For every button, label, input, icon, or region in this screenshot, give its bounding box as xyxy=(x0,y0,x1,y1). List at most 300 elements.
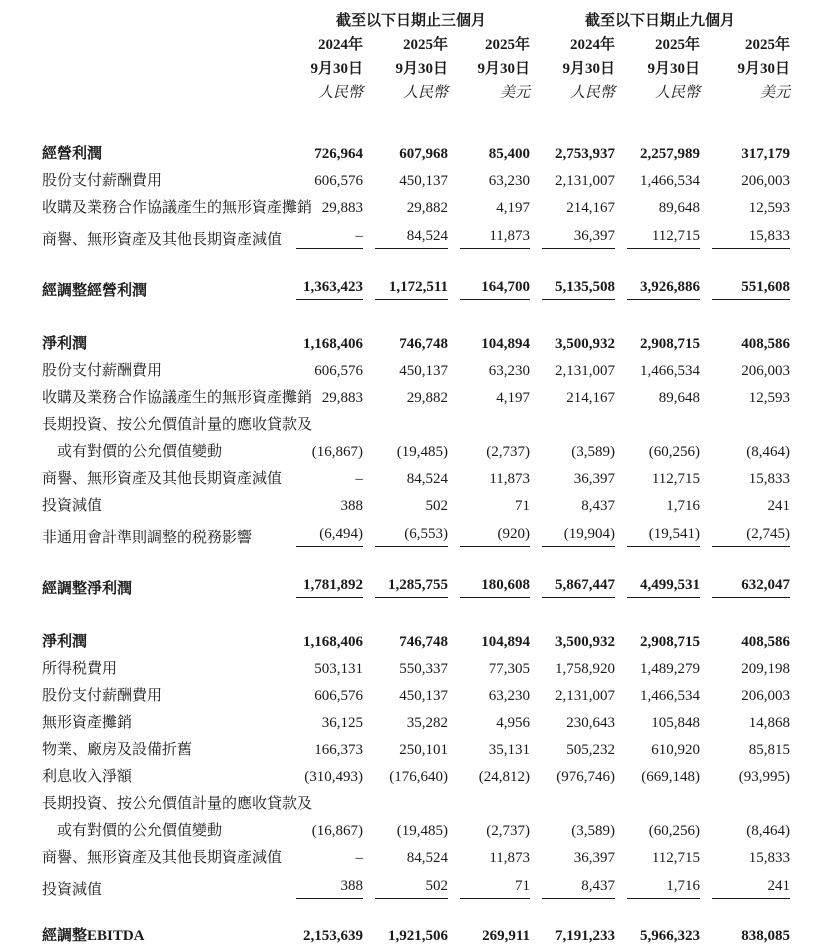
cell-value: 726,964 xyxy=(314,146,363,162)
table-row xyxy=(42,353,790,380)
cell-value: (2,745) xyxy=(712,525,790,547)
currency-header-row xyxy=(42,78,790,102)
value-cell xyxy=(363,705,448,732)
value-cell xyxy=(363,566,448,598)
row-label: 或有對價的公允價值變動 xyxy=(57,823,223,839)
spacer-row xyxy=(42,249,790,268)
value-cell xyxy=(615,651,700,678)
value-cell xyxy=(292,705,363,732)
cell-value: 5,135,508 xyxy=(542,278,615,300)
value-cell xyxy=(615,217,700,249)
value-cell xyxy=(700,190,790,217)
table-row xyxy=(42,840,790,867)
value-cell xyxy=(615,786,700,813)
cell-value: 607,968 xyxy=(399,146,448,162)
value-cell xyxy=(530,217,615,249)
value-cell xyxy=(615,759,700,786)
table-row xyxy=(42,136,790,163)
cell-value: 2,908,715 xyxy=(640,336,701,352)
value-cell xyxy=(700,566,790,598)
table-row xyxy=(42,380,790,407)
cell-value: 746,748 xyxy=(399,336,448,352)
value-cell xyxy=(615,624,700,651)
value-cell xyxy=(530,434,615,461)
cell-value: 1,466,534 xyxy=(640,173,701,189)
cell-value: 35,282 xyxy=(406,715,448,731)
cell-value: 8,437 xyxy=(581,498,616,514)
value-cell xyxy=(448,190,530,217)
cell-value: 209,198 xyxy=(741,661,791,677)
row-label: 所得税費用 xyxy=(42,661,118,677)
value-cell xyxy=(292,813,363,840)
cell-value: (2,737) xyxy=(486,444,531,460)
value-cell xyxy=(615,488,700,515)
value-cell xyxy=(363,326,448,353)
cell-value: 166,373 xyxy=(314,742,363,758)
row-label: 商譽、無形資產及其他長期資產減值 xyxy=(42,232,283,248)
cell-value: 241 xyxy=(712,877,790,899)
value-cell xyxy=(615,705,700,732)
value-cell xyxy=(530,918,615,945)
value-cell xyxy=(292,488,363,515)
spacer-row xyxy=(42,102,790,136)
value-cell xyxy=(700,624,790,651)
table-row xyxy=(42,813,790,840)
value-cell xyxy=(448,867,530,899)
row-label: 股份支付薪酬費用 xyxy=(42,363,163,379)
value-cell xyxy=(363,918,448,945)
cell-value: 606,576 xyxy=(314,363,363,379)
cell-value: 408,586 xyxy=(741,634,791,650)
value-cell xyxy=(292,353,363,380)
cell-value: 15,833 xyxy=(712,227,790,249)
value-cell xyxy=(448,136,530,163)
value-cell xyxy=(615,732,700,759)
column-date: 9月30日 xyxy=(310,61,363,77)
value-cell xyxy=(530,759,615,786)
value-cell xyxy=(700,705,790,732)
value-cell xyxy=(700,353,790,380)
cell-value: 450,137 xyxy=(399,688,448,704)
value-cell xyxy=(448,651,530,678)
cell-value: 15,833 xyxy=(748,471,791,487)
date-header-row xyxy=(42,54,790,78)
table-row xyxy=(42,705,790,732)
cell-value: 89,648 xyxy=(658,390,701,406)
value-cell xyxy=(700,759,790,786)
row-label: 或有對價的公允價值變動 xyxy=(57,444,223,460)
cell-value: 388 xyxy=(340,498,363,514)
cell-value: (976,746) xyxy=(556,769,616,785)
value-cell xyxy=(615,326,700,353)
value-cell xyxy=(700,217,790,249)
cell-value: 2,131,007 xyxy=(555,173,616,189)
value-cell xyxy=(363,407,448,434)
cell-value: 1,466,534 xyxy=(640,688,701,704)
cell-value: 36,397 xyxy=(573,850,616,866)
cell-value: 250,101 xyxy=(399,742,448,758)
cell-value: 269,911 xyxy=(482,928,531,944)
column-year: 2025年 xyxy=(402,37,448,53)
column-currency: 人民幣 xyxy=(402,85,448,101)
value-cell xyxy=(530,566,615,598)
column-date: 9月30日 xyxy=(562,61,616,77)
cell-value: 8,437 xyxy=(542,877,615,899)
value-cell xyxy=(530,813,615,840)
value-cell xyxy=(448,813,530,840)
value-cell xyxy=(363,380,448,407)
value-cell xyxy=(363,840,448,867)
cell-value: – xyxy=(355,850,363,866)
spacer-cell xyxy=(42,300,790,326)
row-label: 經調整經營利潤 xyxy=(42,283,148,299)
cell-value: 4,956 xyxy=(496,715,531,731)
table-row xyxy=(42,268,790,300)
value-cell xyxy=(700,732,790,759)
value-cell xyxy=(363,624,448,651)
cell-value: 610,920 xyxy=(651,742,701,758)
value-cell xyxy=(363,217,448,249)
value-cell xyxy=(530,163,615,190)
cell-value: 241 xyxy=(767,498,791,514)
value-cell xyxy=(530,407,615,434)
value-cell xyxy=(615,136,700,163)
cell-value: 2,131,007 xyxy=(555,688,616,704)
row-label: 收購及業務合作協議產生的無形資產攤銷 xyxy=(42,200,313,216)
cell-value: (19,485) xyxy=(396,444,448,460)
cell-value: (8,464) xyxy=(746,444,791,460)
column-date: 9月30日 xyxy=(395,61,448,77)
value-cell xyxy=(448,678,530,705)
table-header xyxy=(42,6,790,102)
cell-value: 36,125 xyxy=(321,715,363,731)
row-label: 非通用會計準則調整的税務影響 xyxy=(42,530,253,546)
cell-value: – xyxy=(355,471,363,487)
row-label: 投資減值 xyxy=(42,882,103,898)
column-currency: 人民幣 xyxy=(570,85,616,101)
cell-value: 63,230 xyxy=(488,173,531,189)
value-cell xyxy=(530,268,615,300)
cell-value: 2,753,937 xyxy=(555,146,616,162)
cell-value: (6,494) xyxy=(296,525,363,547)
value-cell xyxy=(448,268,530,300)
value-cell xyxy=(448,515,530,547)
value-cell xyxy=(448,705,530,732)
value-cell xyxy=(700,136,790,163)
cell-value: 12,593 xyxy=(748,200,791,216)
cell-value: 85,815 xyxy=(748,742,791,758)
cell-value: 450,137 xyxy=(399,363,448,379)
value-cell xyxy=(615,407,700,434)
column-year: 2024年 xyxy=(570,37,616,53)
table-row xyxy=(42,217,790,249)
value-cell xyxy=(615,678,700,705)
cell-value: 230,643 xyxy=(566,715,616,731)
value-cell xyxy=(292,759,363,786)
period-group-row xyxy=(42,6,790,30)
value-cell xyxy=(530,705,615,732)
value-cell xyxy=(363,813,448,840)
cell-value: 502 xyxy=(375,877,448,899)
value-cell xyxy=(615,566,700,598)
table-row xyxy=(42,918,790,945)
table-row xyxy=(42,678,790,705)
cell-value: 4,197 xyxy=(496,390,531,406)
value-cell xyxy=(615,434,700,461)
cell-value: 632,047 xyxy=(712,576,790,598)
table-row xyxy=(42,488,790,515)
table-row xyxy=(42,515,790,547)
value-cell xyxy=(292,163,363,190)
table-row xyxy=(42,732,790,759)
cell-value: (19,541) xyxy=(627,525,700,547)
cell-value: 5,966,323 xyxy=(640,928,701,944)
column-date: 9月30日 xyxy=(477,61,531,77)
value-cell xyxy=(615,353,700,380)
column-currency: 人民幣 xyxy=(655,85,701,101)
cell-value: 746,748 xyxy=(399,634,448,650)
value-cell xyxy=(448,353,530,380)
value-cell xyxy=(292,566,363,598)
value-cell xyxy=(448,732,530,759)
cell-value: 36,397 xyxy=(542,227,615,249)
value-cell xyxy=(530,380,615,407)
cell-value: 838,085 xyxy=(741,928,791,944)
value-cell xyxy=(700,813,790,840)
value-cell xyxy=(615,515,700,547)
cell-value: 11,873 xyxy=(489,471,531,487)
value-cell xyxy=(363,136,448,163)
value-cell xyxy=(363,651,448,678)
table-row xyxy=(42,566,790,598)
value-cell xyxy=(363,353,448,380)
value-cell xyxy=(530,353,615,380)
cell-value: 2,257,989 xyxy=(640,146,701,162)
value-cell xyxy=(292,678,363,705)
column-date: 9月30日 xyxy=(737,61,791,77)
value-cell xyxy=(615,163,700,190)
value-cell xyxy=(363,488,448,515)
value-cell xyxy=(530,136,615,163)
row-label: 經營利潤 xyxy=(42,146,103,162)
cell-value: (60,256) xyxy=(648,444,701,460)
value-cell xyxy=(700,678,790,705)
value-cell xyxy=(700,786,790,813)
cell-value: 112,715 xyxy=(627,227,700,249)
cell-value: 1,466,534 xyxy=(640,363,701,379)
value-cell xyxy=(700,163,790,190)
cell-value: 14,868 xyxy=(748,715,791,731)
spacer-row xyxy=(42,300,790,326)
cell-value: 214,167 xyxy=(566,390,616,406)
value-cell xyxy=(363,732,448,759)
table-row xyxy=(42,407,790,434)
spacer-cell xyxy=(42,249,790,268)
value-cell xyxy=(448,461,530,488)
cell-value: 388 xyxy=(296,877,363,899)
cell-value: 89,648 xyxy=(658,200,701,216)
row-label: 經調整淨利潤 xyxy=(42,581,133,597)
spacer-cell xyxy=(42,102,790,136)
cell-value: 3,926,886 xyxy=(627,278,700,300)
value-cell xyxy=(448,434,530,461)
value-cell xyxy=(700,407,790,434)
cell-value: 5,867,447 xyxy=(542,576,615,598)
value-cell xyxy=(530,678,615,705)
value-cell xyxy=(530,732,615,759)
value-cell xyxy=(448,624,530,651)
cell-value: (60,256) xyxy=(648,823,701,839)
column-year: 2025年 xyxy=(655,37,701,53)
year-header-row xyxy=(42,30,790,54)
non-gaap-reconciliation-table xyxy=(42,6,790,945)
cell-value: (93,995) xyxy=(738,769,791,785)
table-row xyxy=(42,434,790,461)
value-cell xyxy=(448,840,530,867)
cell-value: – xyxy=(296,227,363,249)
row-label: 物業、廠房及設備折舊 xyxy=(42,742,193,758)
column-currency: 人民幣 xyxy=(317,85,363,101)
header-corner-cell xyxy=(42,30,292,54)
cell-value: 4,499,531 xyxy=(627,576,700,598)
value-cell xyxy=(530,326,615,353)
value-cell xyxy=(530,461,615,488)
cell-value: 214,167 xyxy=(566,200,616,216)
row-label: 長期投資、按公允價值計量的應收貸款及 xyxy=(42,417,313,433)
value-cell xyxy=(448,326,530,353)
cell-value: 1,758,920 xyxy=(555,661,616,677)
row-label: 收購及業務合作協議產生的無形資產攤銷 xyxy=(42,390,313,406)
value-cell xyxy=(292,867,363,899)
value-cell xyxy=(448,918,530,945)
value-cell xyxy=(448,380,530,407)
cell-value: 503,131 xyxy=(314,661,363,677)
value-cell xyxy=(700,840,790,867)
value-cell xyxy=(292,434,363,461)
value-cell xyxy=(615,461,700,488)
table-row xyxy=(42,624,790,651)
column-year: 2024年 xyxy=(317,37,363,53)
cell-value: 2,131,007 xyxy=(555,363,616,379)
cell-value: 4,197 xyxy=(496,200,531,216)
value-cell xyxy=(700,326,790,353)
table-row xyxy=(42,163,790,190)
value-cell xyxy=(363,190,448,217)
value-cell xyxy=(530,515,615,547)
cell-value: 505,232 xyxy=(566,742,616,758)
value-cell xyxy=(292,918,363,945)
cell-value: (19,485) xyxy=(396,823,448,839)
value-cell xyxy=(530,840,615,867)
value-cell xyxy=(292,217,363,249)
cell-value: 206,003 xyxy=(741,363,791,379)
value-cell xyxy=(292,651,363,678)
cell-value: 71 xyxy=(460,877,530,899)
value-cell xyxy=(448,786,530,813)
cell-value: 1,716 xyxy=(627,877,700,899)
value-cell xyxy=(700,380,790,407)
value-cell xyxy=(615,918,700,945)
cell-value: 1,921,506 xyxy=(388,928,448,944)
value-cell xyxy=(448,217,530,249)
cell-value: 36,397 xyxy=(573,471,616,487)
cell-value: (3,589) xyxy=(571,444,616,460)
value-cell xyxy=(700,488,790,515)
cell-value: 1,716 xyxy=(666,498,701,514)
value-cell xyxy=(615,190,700,217)
cell-value: (6,553) xyxy=(375,525,448,547)
cell-value: 63,230 xyxy=(488,363,531,379)
value-cell xyxy=(363,759,448,786)
value-cell xyxy=(448,759,530,786)
row-label: 商譽、無形資產及其他長期資產減值 xyxy=(42,471,283,487)
value-cell xyxy=(530,867,615,899)
row-label: 長期投資、按公允價值計量的應收貸款及 xyxy=(42,796,313,812)
row-label: 經調整EBITDA xyxy=(42,928,145,944)
header-corner-cell xyxy=(42,78,292,102)
value-cell xyxy=(700,867,790,899)
value-cell xyxy=(448,488,530,515)
spacer-row xyxy=(42,899,790,918)
cell-value: 84,524 xyxy=(375,227,448,249)
header-corner-cell xyxy=(42,6,292,30)
cell-value: 11,873 xyxy=(489,850,531,866)
cell-value: 206,003 xyxy=(741,688,791,704)
cell-value: 1,363,423 xyxy=(296,278,363,300)
value-cell xyxy=(700,268,790,300)
column-currency: 美元 xyxy=(500,85,531,101)
spacer-row xyxy=(42,598,790,624)
value-cell xyxy=(292,840,363,867)
cell-value: 71 xyxy=(515,498,531,514)
value-cell xyxy=(700,515,790,547)
value-cell xyxy=(363,678,448,705)
table-row xyxy=(42,326,790,353)
value-cell xyxy=(363,515,448,547)
cell-value: 206,003 xyxy=(741,173,791,189)
cell-value: 12,593 xyxy=(748,390,791,406)
value-cell xyxy=(292,268,363,300)
cell-value: 2,153,639 xyxy=(303,928,363,944)
cell-value: 502 xyxy=(425,498,448,514)
table-row xyxy=(42,651,790,678)
cell-value: (310,493) xyxy=(304,769,363,785)
table-body xyxy=(42,102,790,945)
row-label: 淨利潤 xyxy=(42,634,88,650)
row-label: 股份支付薪酬費用 xyxy=(42,688,163,704)
cell-value: 3,500,932 xyxy=(555,336,616,352)
value-cell xyxy=(292,136,363,163)
cell-value: 1,781,892 xyxy=(296,576,363,598)
cell-value: 550,337 xyxy=(399,661,448,677)
cell-value: 112,715 xyxy=(651,471,701,487)
cell-value: 317,179 xyxy=(741,146,791,162)
cell-value: 551,608 xyxy=(712,278,790,300)
three-month-group-header: 截至以下日期止三個月 xyxy=(336,13,487,29)
value-cell xyxy=(615,867,700,899)
cell-value: 164,700 xyxy=(460,278,530,300)
value-cell xyxy=(700,651,790,678)
value-cell xyxy=(292,624,363,651)
cell-value: 63,230 xyxy=(488,688,531,704)
cell-value: 450,137 xyxy=(399,173,448,189)
cell-value: 84,524 xyxy=(406,471,448,487)
value-cell xyxy=(615,380,700,407)
value-cell xyxy=(615,840,700,867)
cell-value: 29,882 xyxy=(406,390,448,406)
cell-value: 11,873 xyxy=(460,227,530,249)
table-row xyxy=(42,461,790,488)
